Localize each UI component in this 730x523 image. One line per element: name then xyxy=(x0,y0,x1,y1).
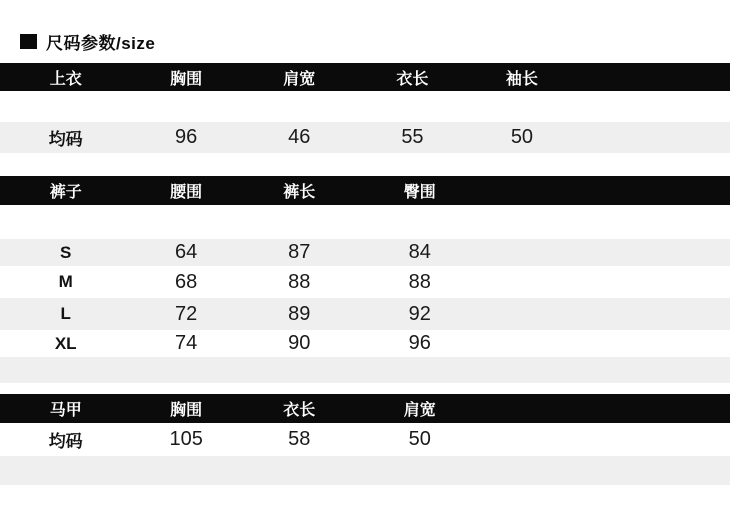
measure-value: 64 xyxy=(175,241,198,263)
measure-value: 89 xyxy=(288,302,311,325)
measure-value: 88 xyxy=(288,270,311,293)
measure-value: 92 xyxy=(408,302,431,325)
spacer xyxy=(0,205,730,239)
header-cell-chest: 胸围 xyxy=(170,70,203,88)
header-cell-length: 衣长 xyxy=(283,402,316,419)
section-title xyxy=(20,30,730,52)
pants-table-header-row xyxy=(0,176,730,205)
header-cell-shoulder: 肩宽 xyxy=(283,70,316,88)
size-chart-page xyxy=(0,30,730,523)
measure-value: 96 xyxy=(408,332,431,354)
size-label: L xyxy=(60,304,71,323)
empty-stripe-row xyxy=(0,456,730,485)
header-cell-waist: 腰围 xyxy=(170,184,203,201)
header-cell-pant-length: 裤长 xyxy=(283,184,316,201)
size-label: S xyxy=(60,242,72,262)
spacer xyxy=(0,52,730,63)
measure-value: 58 xyxy=(288,428,311,450)
vest-table-header-row xyxy=(0,394,730,423)
spacer xyxy=(0,383,730,394)
size-label: XL xyxy=(54,333,77,353)
header-cell-sleeve: 袖长 xyxy=(505,70,538,88)
header-cell-pants: 裤子 xyxy=(49,184,82,201)
section-title-text: 尺码参数/size xyxy=(46,33,156,53)
pants-table-row-xl xyxy=(0,330,730,357)
size-label: M xyxy=(58,272,73,291)
pants-table-row-s xyxy=(0,239,730,266)
pants-table-row-l xyxy=(0,298,730,330)
measure-value: 96 xyxy=(175,126,198,148)
measure-value: 55 xyxy=(401,126,424,148)
vest-table-row-onesize xyxy=(0,423,730,456)
measure-value: 84 xyxy=(408,241,431,263)
header-cell-length: 衣长 xyxy=(396,70,429,88)
pants-table-row-m xyxy=(0,266,730,298)
measure-value: 46 xyxy=(288,126,311,148)
title-bullet-icon xyxy=(20,34,37,49)
top-table-header-row xyxy=(0,63,730,91)
empty-stripe-row xyxy=(0,357,730,383)
header-cell-top: 上衣 xyxy=(49,70,82,88)
size-label: 均码 xyxy=(48,432,83,451)
measure-value: 105 xyxy=(169,428,203,450)
measure-value: 72 xyxy=(175,302,198,325)
header-cell-shoulder: 肩宽 xyxy=(403,402,436,419)
top-table-row-onesize xyxy=(0,122,730,153)
header-cell-vest: 马甲 xyxy=(49,402,82,419)
measure-value: 68 xyxy=(175,270,198,293)
spacer xyxy=(0,91,730,122)
header-cell-chest: 胸围 xyxy=(170,402,203,419)
measure-value: 87 xyxy=(288,241,311,263)
spacer xyxy=(0,153,730,176)
measure-value: 74 xyxy=(175,332,198,354)
measure-value: 50 xyxy=(408,428,431,450)
header-cell-hip: 臀围 xyxy=(403,184,436,201)
measure-value: 90 xyxy=(288,332,311,354)
size-label: 均码 xyxy=(48,130,83,149)
measure-value: 88 xyxy=(408,270,431,293)
measure-value: 50 xyxy=(510,126,534,148)
